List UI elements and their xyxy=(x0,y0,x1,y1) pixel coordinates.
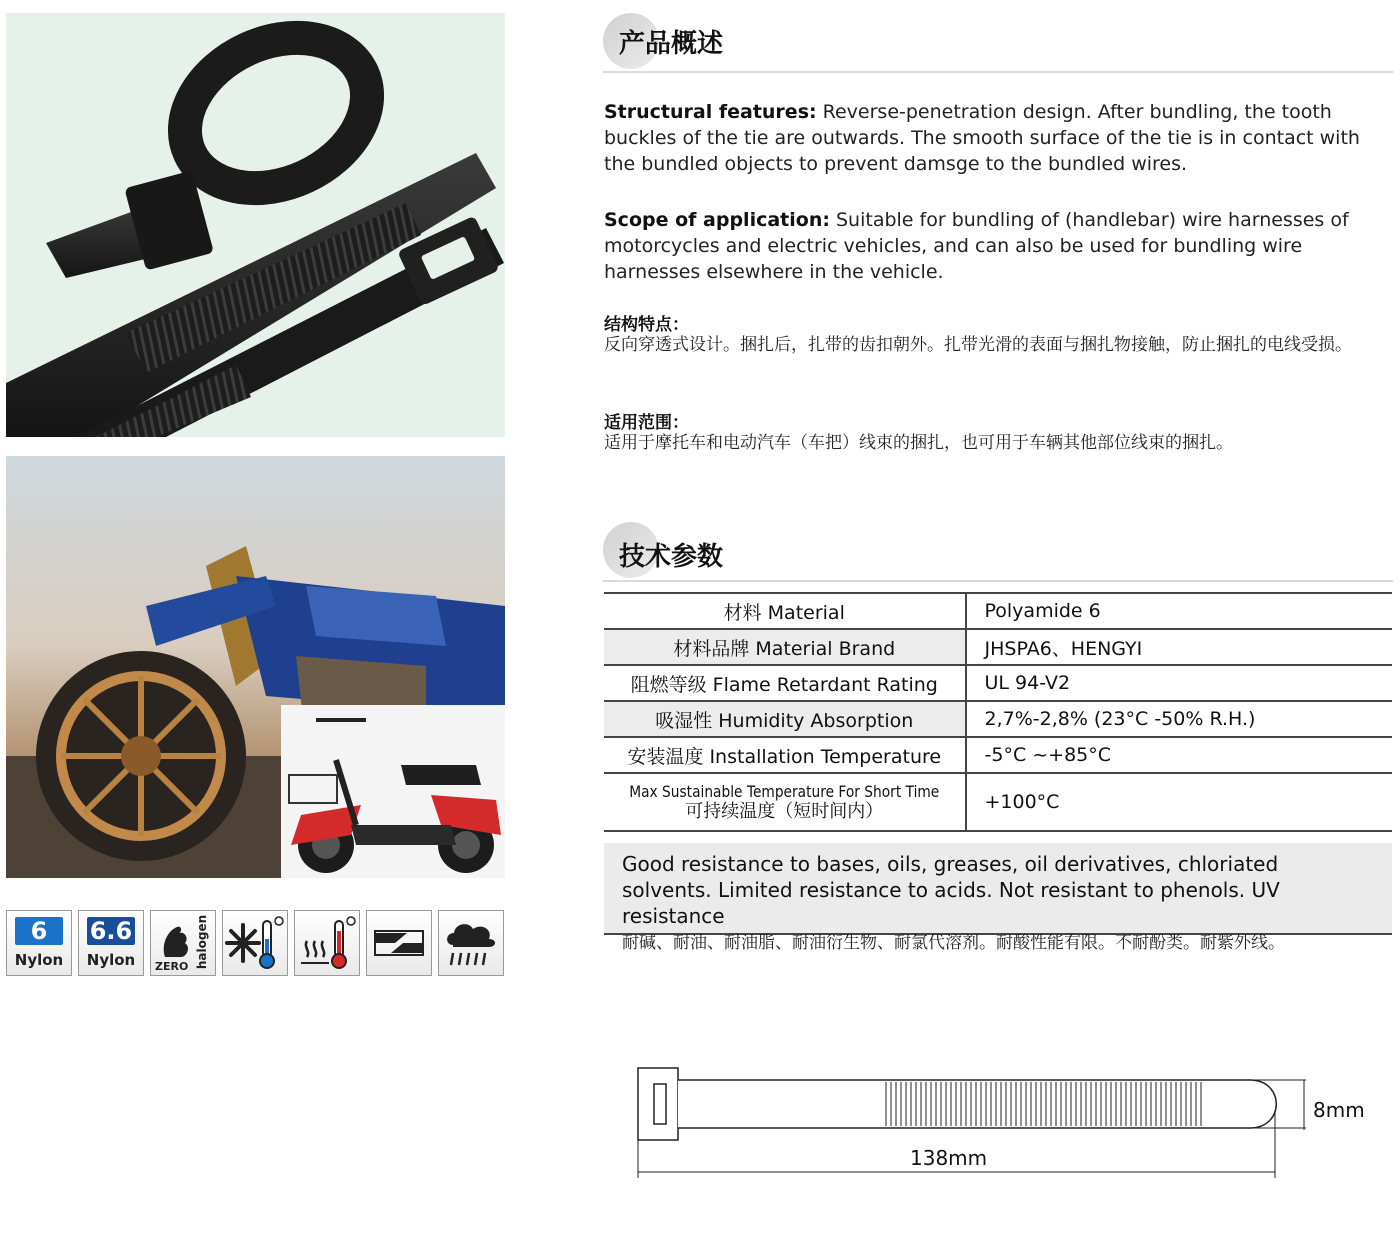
structural-features-text: Reverse-penetration design. After bundling, the tooth buckles of the tie are outwards. The smooth surface of the tie is in contact with the bundled objects to prevent damsge to the bundled wires. xyxy=(604,101,1360,175)
structural-features-paragraph xyxy=(604,99,1394,177)
badge-value: 6.6 xyxy=(87,917,135,945)
snowflake-thermometer-icon xyxy=(223,911,287,975)
badge-nylon-66 xyxy=(78,910,144,976)
spec-key-cn: 可持续温度（短时间内） xyxy=(685,801,884,822)
header-rule xyxy=(603,580,1393,582)
spec-row xyxy=(604,737,1392,773)
specs-title: 技术参数 xyxy=(619,542,724,572)
cn-scope-text: 适用于摩托车和电动汽车（车把）线束的捆扎，也可用于车辆其他部位线束的捆扎。 xyxy=(604,433,1233,453)
spec-row xyxy=(604,629,1392,665)
specs-section-header xyxy=(603,522,1393,582)
spec-key: 材料品牌 Material Brand xyxy=(604,629,966,665)
badge-value: 6 xyxy=(15,917,63,945)
badge-label: halogen xyxy=(194,914,209,970)
scope-of-application-paragraph xyxy=(604,207,1394,285)
scope-of-application-text: Suitable for bundling of (handlebar) wire harnesses of motorcycles and electric vehicles, and can also be used for bundling wire harnesses elsewhere in the vehicle. xyxy=(604,209,1349,283)
overview-title: 产品概述 xyxy=(619,29,724,59)
spec-value: Polyamide 6 xyxy=(966,593,1393,629)
spec-value: JHSPA6、HENGYI xyxy=(966,629,1393,665)
badge-zero-halogen xyxy=(150,910,216,976)
spec-table xyxy=(604,592,1392,832)
spec-key: 材料 Material xyxy=(604,593,966,629)
spec-row xyxy=(604,593,1392,629)
spec-row xyxy=(604,773,1392,831)
cn-scope-label: 适用范围： xyxy=(604,413,689,433)
cn-structural-text: 反向穿透式设计。捆扎后，扎带的齿扣朝外。扎带光滑的表面与捆扎物接触，防止捆扎的电线受损。 xyxy=(604,335,1352,355)
structural-features-label: Structural features: xyxy=(604,101,817,123)
scope-of-application-label: Scope of application: xyxy=(604,209,830,231)
header-rule xyxy=(603,71,1393,73)
spec-key xyxy=(604,773,966,831)
resistance-note xyxy=(604,843,1392,953)
spec-key: 阻燃等级 Flame Retardant Rating xyxy=(604,665,966,701)
resistance-text-cn: 耐碱、耐油、耐油脂、耐油衍生物、耐氯代溶剂。耐酸性能有限。不耐酚类。耐紫外线。 xyxy=(622,933,1285,953)
dimension-drawing xyxy=(630,1060,1370,1190)
spec-value: -5°C ~+85°C xyxy=(966,737,1393,773)
rain-cloud-icon xyxy=(439,911,503,975)
lightning-icon xyxy=(367,911,431,975)
spec-value: UL 94-V2 xyxy=(966,665,1393,701)
application-photo-electric-scooter xyxy=(281,705,505,878)
badge-insulation xyxy=(366,910,432,976)
spec-key-en: Max Sustainable Temperature For Short Time xyxy=(629,782,940,801)
badge-low-temperature xyxy=(222,910,288,976)
product-photo-cable-tie xyxy=(6,13,505,437)
badge-label: Nylon xyxy=(86,951,136,969)
cable-tie-outline xyxy=(630,1060,1370,1190)
heat-thermometer-icon xyxy=(295,911,359,975)
spec-key: 吸湿性 Humidity Absorption xyxy=(604,701,966,737)
spec-row xyxy=(604,701,1392,737)
spec-value: +100°C xyxy=(966,773,1393,831)
dimension-length-label: 138mm xyxy=(910,1146,988,1170)
badge-value: ZERO xyxy=(155,960,189,973)
badge-weather-resistant xyxy=(438,910,504,976)
badge-label: Nylon xyxy=(14,951,64,969)
overview-section-header xyxy=(603,13,1393,73)
resistance-text-en: Good resistance to bases, oils, greases, oil derivatives, chloriated solvents. Limited resistance to acids. Not resistant to phenols. UV resistance xyxy=(622,852,1280,928)
cn-structural-label: 结构特点： xyxy=(604,315,689,335)
badge-nylon-6 xyxy=(6,910,72,976)
spec-value: 2,7%-2,8% (23°C -50% R.H.) xyxy=(966,701,1393,737)
spec-key: 安装温度 Installation Temperature xyxy=(604,737,966,773)
dimension-width-label: 8mm xyxy=(1313,1098,1365,1122)
badge-high-temperature xyxy=(294,910,360,976)
spec-row xyxy=(604,665,1392,701)
